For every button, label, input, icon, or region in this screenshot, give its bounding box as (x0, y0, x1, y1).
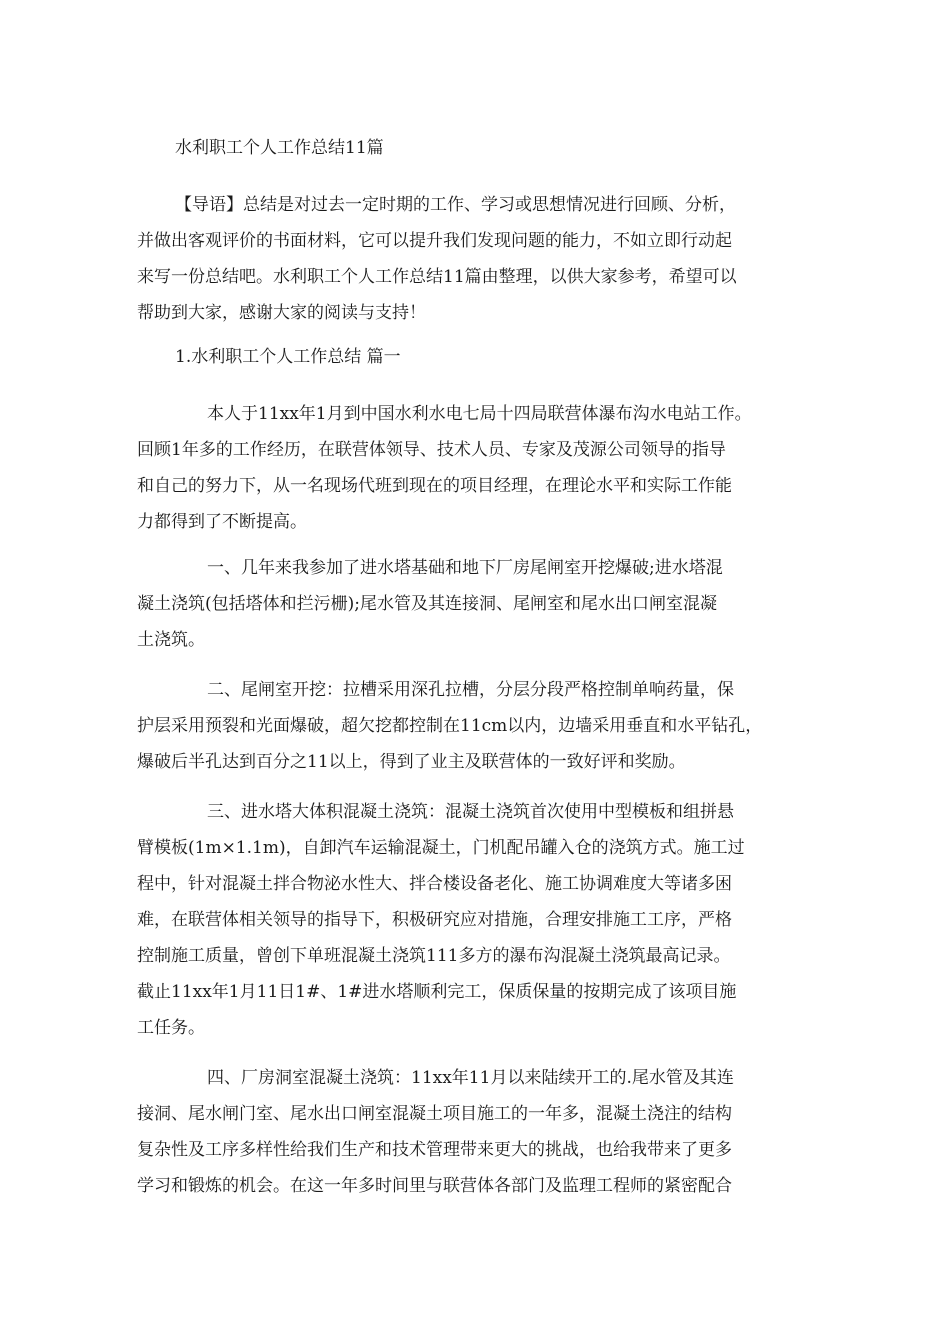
paragraph-line: 爆破后半孔达到百分之11以上，得到了业主及联营体的一致好评和奖励。 (137, 752, 686, 772)
paragraph-line: 学习和锻炼的机会。在这一年多时间里与联营体各部门及监理工程师的紧密配合 (137, 1176, 732, 1196)
paragraph-line: 护层采用预裂和光面爆破，超欠挖都控制在11cm以内，边墙采用垂直和水平钻孔， (137, 716, 763, 736)
paragraph-line: 接洞、尾水闸门室、尾水出口闸室混凝土项目施工的一年多，混凝土浇注的结构 (137, 1104, 732, 1124)
paragraph-line: 程中，针对混凝土拌合物泌水性大、拌合楼设备老化、施工协调难度大等诸多困 (137, 874, 732, 894)
paragraph-line: 截止11xx年1月11日1#、1#进水塔顺利完工，保质保量的按期完成了该项目施 (137, 982, 737, 1002)
paragraph-line: 难，在联营体相关领导的指导下，积极研究应对措施，合理安排施工工序，严格 (137, 910, 732, 930)
paragraph-line: 和自己的努力下，从一名现场代班到现在的项目经理，在理论水平和实际工作能 (137, 476, 732, 496)
paragraph-line: 四、厂房洞室混凝土浇筑：11xx年11月以来陆续开工的.尾水管及其连 (207, 1068, 734, 1088)
paragraph-line: 土浇筑。 (137, 630, 205, 650)
intro-line: 并做出客观评价的书面材料，它可以提升我们发现问题的能力，不如立即行动起 (137, 231, 732, 251)
document-title: 水利职工个人工作总结11篇 (175, 138, 384, 158)
paragraph-line: 二、尾闸室开挖：拉槽采用深孔拉槽，分层分段严格控制单响药量，保 (207, 680, 734, 700)
paragraph-line: 臂模板(1m×1.1m)，自卸汽车运输混凝土，门机配吊罐入仓的浇筑方式。施工过 (137, 838, 745, 858)
paragraph-line: 本人于11xx年1月到中国水利水电七局十四局联营体瀑布沟水电站工作。 (207, 404, 752, 424)
paragraph-line: 一、几年来我参加了进水塔基础和地下厂房尾闸室开挖爆破;进水塔混 (207, 558, 723, 578)
paragraph-line: 力都得到了不断提高。 (137, 512, 307, 532)
intro-line: 来写一份总结吧。水利职工个人工作总结11篇由整理，以供大家参考，希望可以 (137, 267, 737, 287)
section-heading: 1.水利职工个人工作总结 篇一 (175, 347, 401, 367)
paragraph-line: 凝土浇筑(包括塔体和拦污栅);尾水管及其连接洞、尾闸室和尾水出口闸室混凝 (137, 594, 717, 614)
paragraph-line: 工任务。 (137, 1018, 205, 1038)
intro-line: 帮助到大家，感谢大家的阅读与支持！ (137, 303, 426, 323)
paragraph-line: 控制施工质量，曾创下单班混凝土浇筑111多方的瀑布沟混凝土浇筑最高记录。 (137, 946, 731, 966)
intro-line: 【导语】总结是对过去一定时期的工作、学习或思想情况进行回顾、分析， (175, 195, 736, 215)
paragraph-line: 复杂性及工序多样性给我们生产和技术管理带来更大的挑战，也给我带来了更多 (137, 1140, 732, 1160)
paragraph-line: 回顾1年多的工作经历，在联营体领导、技术人员、专家及茂源公司领导的指导 (137, 440, 726, 460)
paragraph-line: 三、进水塔大体积混凝土浇筑：混凝土浇筑首次使用中型模板和组拼悬 (207, 802, 734, 822)
